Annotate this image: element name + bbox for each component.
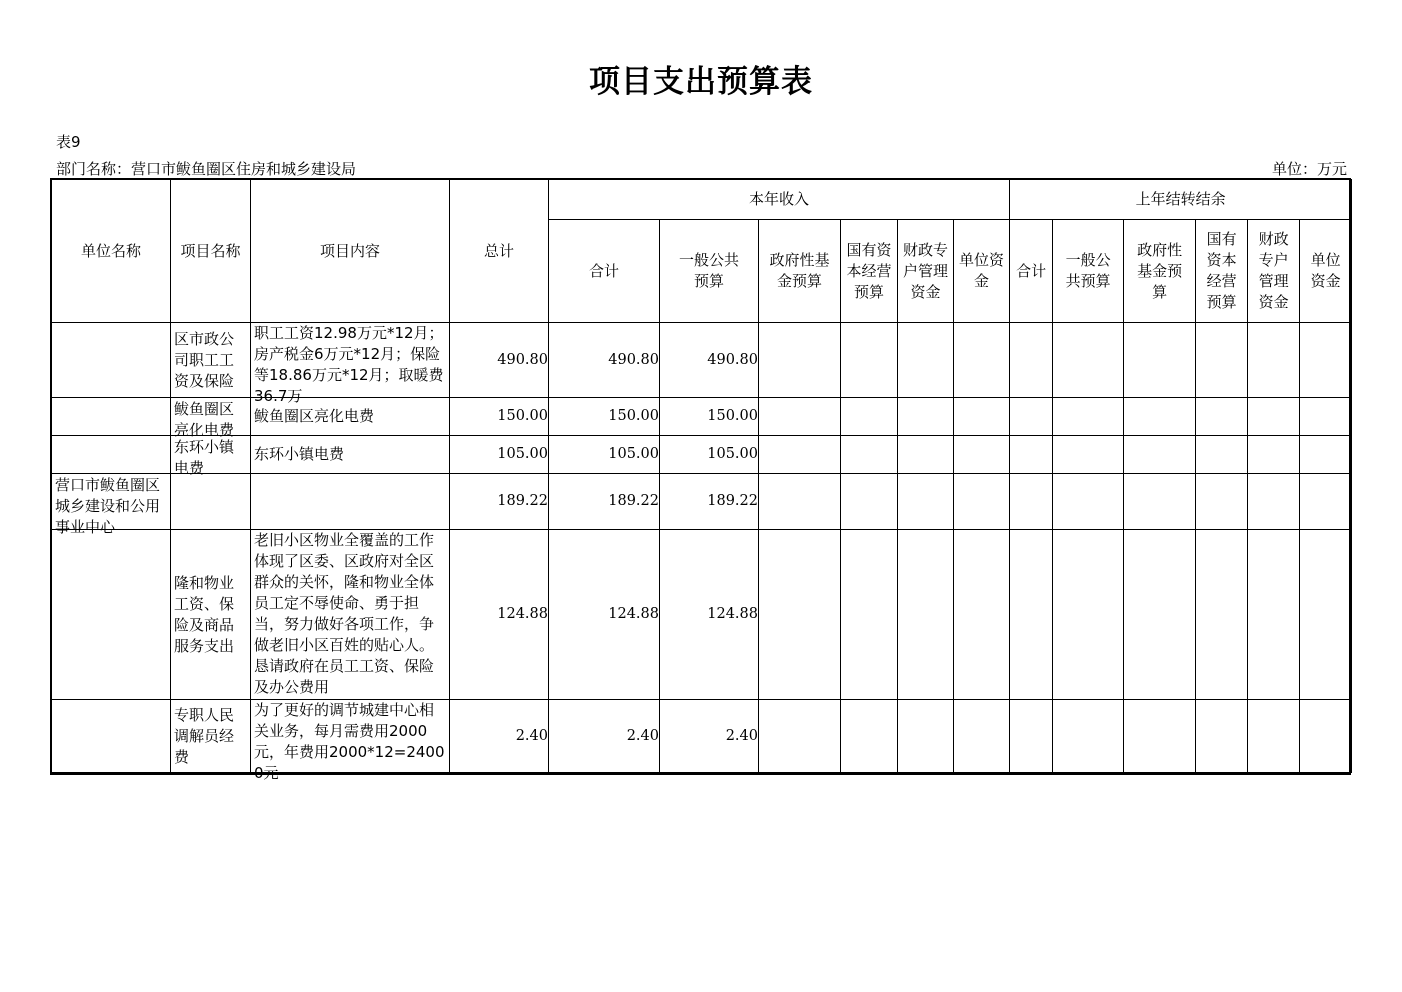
table-row — [52, 398, 1352, 436]
project-cell: 区市政公司职工工资及保险 — [171, 323, 251, 398]
header-current-special-account: 财政专户管理资金 — [898, 220, 954, 323]
general-cell: 2.40 — [660, 700, 759, 773]
department-name: 部门名称：营口市鲅鱼圈区住房和城乡建设局 — [56, 160, 357, 178]
sum-cell: 150.00 — [549, 398, 660, 436]
header-previous-sum: 合计 — [1010, 220, 1053, 323]
project-cell — [171, 474, 251, 530]
content-cell — [251, 474, 450, 530]
unit-cell — [52, 530, 171, 700]
table-row — [52, 436, 1352, 474]
header-current-state-capital: 国有资本经营预算 — [841, 220, 898, 323]
project-cell: 隆和物业工资、保险及商品服务支出 — [171, 530, 251, 700]
header-previous-special-account: 财政专户管理资金 — [1248, 220, 1300, 323]
project-cell: 东环小镇电费 — [171, 436, 251, 474]
header-current-income: 本年收入 — [549, 180, 1010, 220]
sum-cell: 124.88 — [549, 530, 660, 700]
content-cell: 鲅鱼圈区亮化电费 — [251, 398, 450, 436]
page-title: 项目支出预算表 — [589, 64, 813, 100]
unit-label: 单位：万元 — [1271, 160, 1347, 178]
header-total: 总计 — [450, 180, 549, 323]
header-current-unit-fund: 单位资金 — [954, 220, 1010, 323]
total-cell: 150.00 — [450, 398, 549, 436]
total-cell: 105.00 — [450, 436, 549, 474]
unit-cell — [52, 700, 171, 773]
total-cell: 124.88 — [450, 530, 549, 700]
general-cell: 189.22 — [660, 474, 759, 530]
sum-cell: 2.40 — [549, 700, 660, 773]
header-current-general: 一般公共预算 — [660, 220, 759, 323]
budget-table — [51, 179, 1352, 782]
header-project-name: 项目名称 — [171, 180, 251, 323]
table-row — [52, 530, 1352, 700]
general-cell: 150.00 — [660, 398, 759, 436]
header-carryover: 上年结转结余 — [1010, 180, 1352, 220]
header-current-fund: 政府性基金预算 — [759, 220, 841, 323]
general-cell: 105.00 — [660, 436, 759, 474]
content-cell: 老旧小区物业全覆盖的工作体现了区委、区政府对全区群众的关怀，隆和物业全体员工定不辱使命、勇于担当，努力做好各项工作，争做老旧小区百姓的贴心人。恳请政府在员工工资、保险及办公费用 — [251, 530, 450, 700]
content-cell: 东环小镇电费 — [251, 436, 450, 474]
total-cell: 490.80 — [450, 323, 549, 398]
unit-cell: 营口市鲅鱼圈区城乡建设和公用事业中心 — [52, 474, 171, 530]
header-previous-unit-fund: 单位资金 — [1300, 220, 1352, 323]
total-cell: 189.22 — [450, 474, 549, 530]
project-cell: 鲅鱼圈区亮化电费 — [171, 398, 251, 436]
table-row — [52, 474, 1352, 530]
general-cell: 124.88 — [660, 530, 759, 700]
unit-cell — [52, 398, 171, 436]
sum-cell: 105.00 — [549, 436, 660, 474]
content-cell: 为了更好的调节城建中心相关业务，每月需费用2000元，年费用2000*12=24000元 — [251, 700, 450, 773]
header-previous-fund: 政府性基金预算 — [1124, 220, 1196, 323]
sum-cell: 490.80 — [549, 323, 660, 398]
header-unit-name: 单位名称 — [52, 180, 171, 323]
header-previous-state-capital: 国有资本经营预算 — [1196, 220, 1248, 323]
header-previous-general: 一般公共预算 — [1053, 220, 1124, 323]
table-number: 表9 — [56, 133, 81, 151]
unit-cell — [52, 436, 171, 474]
sum-cell: 189.22 — [549, 474, 660, 530]
table-row — [52, 700, 1352, 773]
content-cell: 职工工资12.98万元*12月；房产税金6万元*12月；保险等18.86万元*12月；取暖费36.7万 — [251, 323, 450, 398]
header-project-content: 项目内容 — [251, 180, 450, 323]
total-cell: 2.40 — [450, 700, 549, 773]
unit-cell — [52, 323, 171, 398]
table-row — [52, 323, 1352, 398]
general-cell: 490.80 — [660, 323, 759, 398]
header-current-sum: 合计 — [549, 220, 660, 323]
project-cell: 专职人民调解员经费 — [171, 700, 251, 773]
